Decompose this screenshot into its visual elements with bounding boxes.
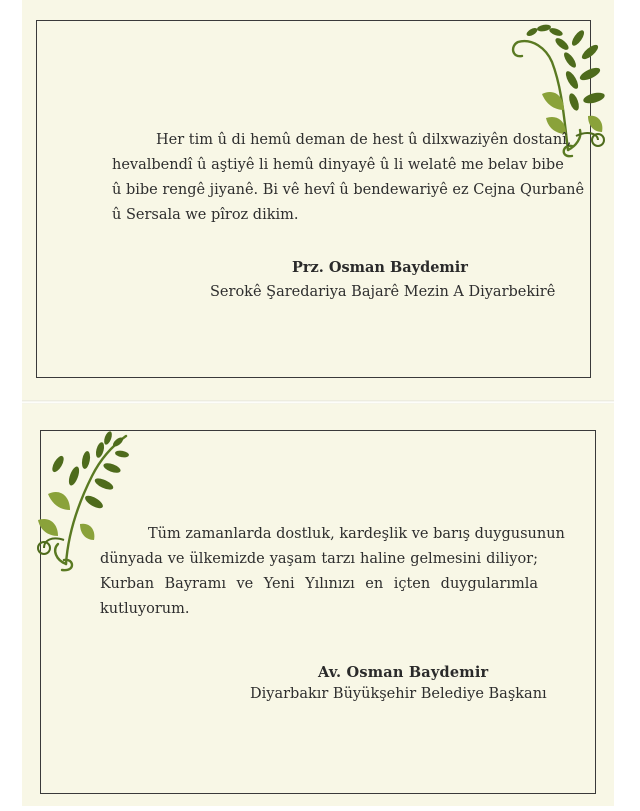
message-line: hevalbendî û aştiyê li hemû dinyayê û li welatê me belav bibe bbox=[112, 157, 564, 173]
signature-name: Prz. Osman Baydemir bbox=[292, 259, 468, 276]
signature-name: Av. Osman Baydemir bbox=[318, 664, 489, 681]
signature-title: Diyarbakır Büyükşehir Belediye Başkanı bbox=[250, 686, 547, 702]
message-line: Tüm zamanlarda dostluk, kardeşlik ve barış duygusunun bbox=[148, 526, 565, 542]
card-message bbox=[112, 128, 585, 228]
message-line: kutluyorum. bbox=[100, 601, 190, 617]
message-line: dünyada ve ülkemizde yaşam tarzı haline gelmesini diliyor; bbox=[100, 551, 538, 567]
message-line: û bibe rengê jiyanê. Bi vê hevî û bendewariyê ez Cejna Qurbanê bbox=[112, 182, 585, 198]
card-message bbox=[100, 522, 565, 622]
signature-title: Serokê Şaredariya Bajarê Mezin A Diyarbekirê bbox=[210, 284, 556, 300]
message-line: Her tim û di hemû deman de hest û dilxwaziyên dostanî, bbox=[156, 132, 572, 148]
message-line: û Sersala we pîroz dikim. bbox=[112, 207, 299, 223]
greeting-card-kurdish bbox=[22, 0, 614, 400]
message-line: Kurban Bayramı ve Yeni Yılınızı en içten duygularımla bbox=[100, 576, 538, 592]
